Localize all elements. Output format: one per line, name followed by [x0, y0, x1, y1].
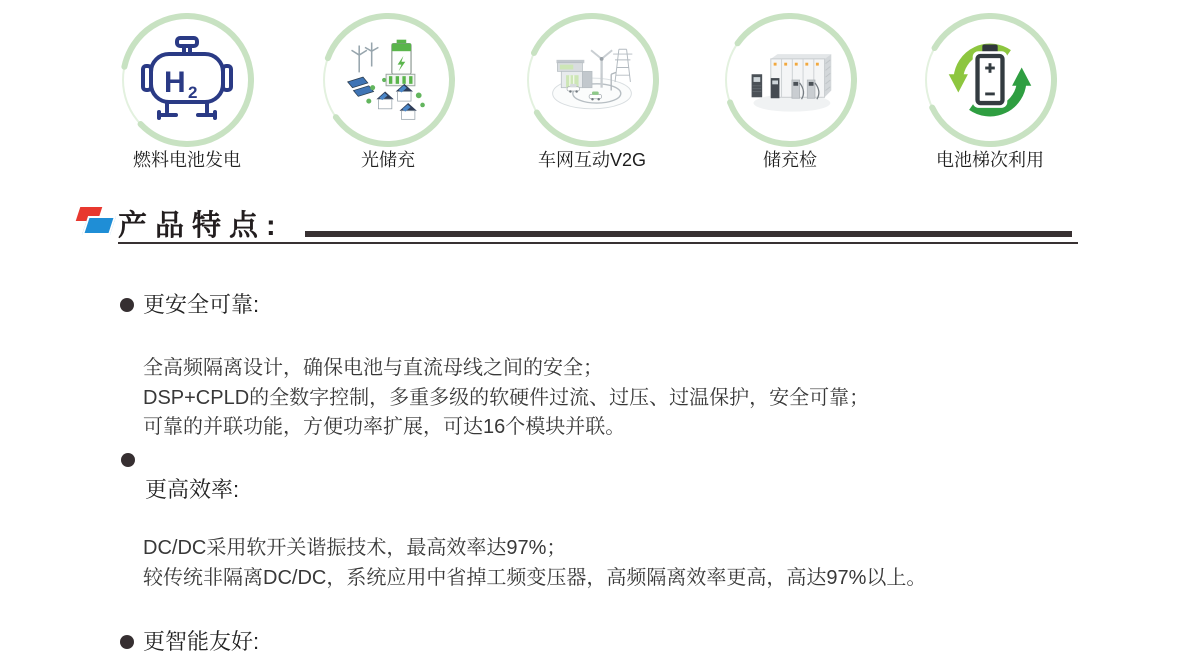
solar-storage-charging-icon: [321, 13, 455, 147]
feature-2-heading: 更高效率:: [145, 477, 240, 502]
feature-title: 更智能友好:: [143, 629, 260, 654]
feature-3-heading: [120, 630, 259, 654]
section-title: 产品特点:: [118, 210, 284, 242]
solar-storage-art: [340, 32, 436, 128]
application-item-fuel-cell: [87, 13, 287, 171]
application-item-solar-storage: [288, 13, 488, 171]
title-rule-thick: [305, 231, 1072, 237]
hydrogen-tank-icon: [120, 13, 254, 147]
battery-recycle-art: [942, 32, 1038, 128]
feature-2-body: [143, 534, 926, 593]
feature-1-heading: [120, 293, 259, 317]
bullet-icon: [120, 298, 134, 312]
v2g-station-icon: [525, 13, 659, 147]
feature-line: 全高频隔离设计，确保电池与直流母线之间的安全；: [143, 357, 603, 379]
section-logo-icon: [76, 206, 116, 238]
application-item-storage-charge-test: [690, 13, 890, 171]
application-label: 光储充: [361, 150, 415, 170]
application-label: 电池梯次利用: [936, 150, 1044, 170]
feature-line: DSP+CPLD的全数字控制，多重多级的软硬件过流、过压、过温保护，安全可靠；: [143, 386, 870, 409]
bullet-icon: [120, 635, 134, 649]
application-label: 储充检: [763, 150, 817, 170]
title-rule-thin: [118, 242, 1078, 244]
charging-test-cabinet-icon: [723, 13, 857, 147]
feature-line: 较传统非隔离DC/DC，系统应用中省掉工频变压器，高频隔离效率更高，高达97%以上。: [143, 566, 927, 589]
feature-line: 可靠的并联功能，方便功率扩展，可达16个模块并联。: [143, 416, 626, 439]
hydrogen-tank-art: [139, 32, 235, 128]
h2-text-sub: 2: [188, 83, 198, 102]
application-label: 车网互动V2G: [537, 150, 647, 170]
application-item-battery-reuse: [890, 13, 1090, 171]
application-item-v2g: [492, 13, 692, 171]
application-label: 燃料电池发电: [133, 150, 241, 170]
battery-recycle-icon: [923, 13, 1057, 147]
h2-text-main: H: [164, 66, 186, 99]
logo-blue-parallelogram: [82, 216, 116, 235]
bullet-icon: [121, 453, 135, 467]
v2g-station-art: [544, 32, 640, 128]
feature-1-body: [143, 354, 869, 443]
feature-title: 更安全可靠:: [143, 292, 260, 317]
feature-line: DC/DC采用软开关谐振技术，最高效率达97%；: [143, 537, 567, 559]
charging-cabinet-art: [742, 32, 838, 128]
